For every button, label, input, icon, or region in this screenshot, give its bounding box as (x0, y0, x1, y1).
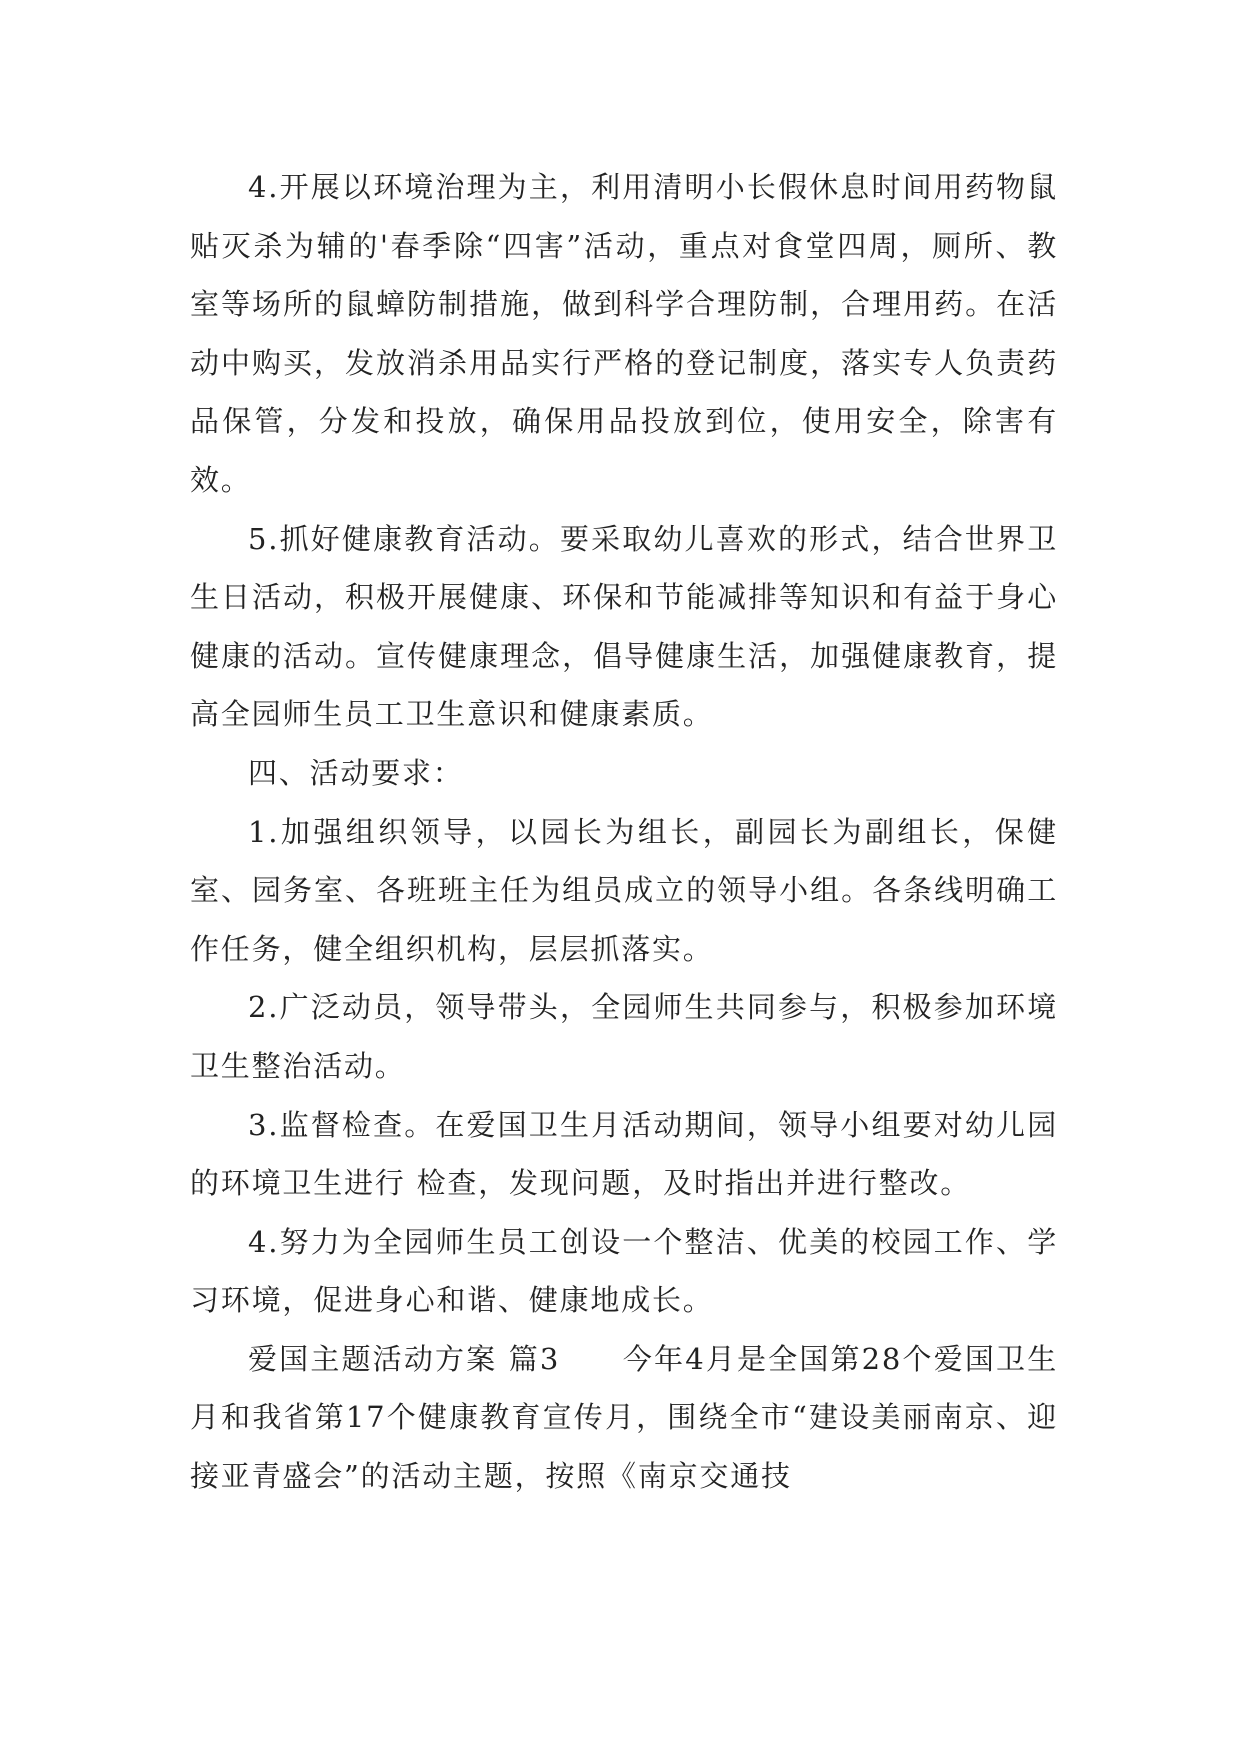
paragraph-requirement-2: 2.广泛动员，领导带头，全园师生共同参与，积极参加环境卫生整治活动。 (190, 990, 1058, 1083)
paragraph-item-5-health-education: 5.抓好健康教育活动。要采取幼儿喜欢的形式，结合世界卫生日活动，积极开展健康、环保和节能减排等知识和有益于身心健康的活动。宣传健康理念，倡导健康生活，加强健康教育，提高全园师生员工卫生意识和健康素质。 (190, 521, 1058, 732)
paragraph-requirement-4: 4.努力为全园师生员工创设一个整洁、优美的校园工作、学习环境，促进身心和谐、健康地成长。 (190, 1224, 1058, 1318)
document-body (190, 158, 1058, 1506)
paragraph-plan-3-intro: 爱国主题活动方案 篇3 今年4月是全国第28个爱国卫生月和我省第17个健康教育宣传月，围绕全市“建设美丽南京、迎接亚青盛会”的活动主题，按照《南京交通技 (190, 1341, 1058, 1494)
paragraph-requirement-1: 1.加强组织领导，以园长为组长，副园长为副组长，保健室、园务室、各班班主任为组员成立的领导小组。各条线明确工作任务，健全组织机构，层层抓落实。 (190, 814, 1058, 966)
section-heading-activity-requirements: 四、活动要求： (248, 755, 464, 790)
paragraph-item-4-pest-control: 4.开展以环境治理为主，利用清明小长假休息时间用药物鼠贴灭杀为辅的'春季除“四害”活动，重点对食堂四周，厕所、教室等场所的鼠蟑防制措施，做到科学合理防制，合理用药。在活动中购买，发放消杀用品实行严格的登记制度，落实专人负责药品保管，分发和投放，确保用品投放到位，使用安全，除害有效。 (190, 170, 1058, 497)
paragraph-requirement-3: 3.监督检查。在爱国卫生月活动期间，领导小组要对幼儿园的环境卫生进行 检查，发现问题，及时指出并进行整改。 (190, 1107, 1058, 1201)
